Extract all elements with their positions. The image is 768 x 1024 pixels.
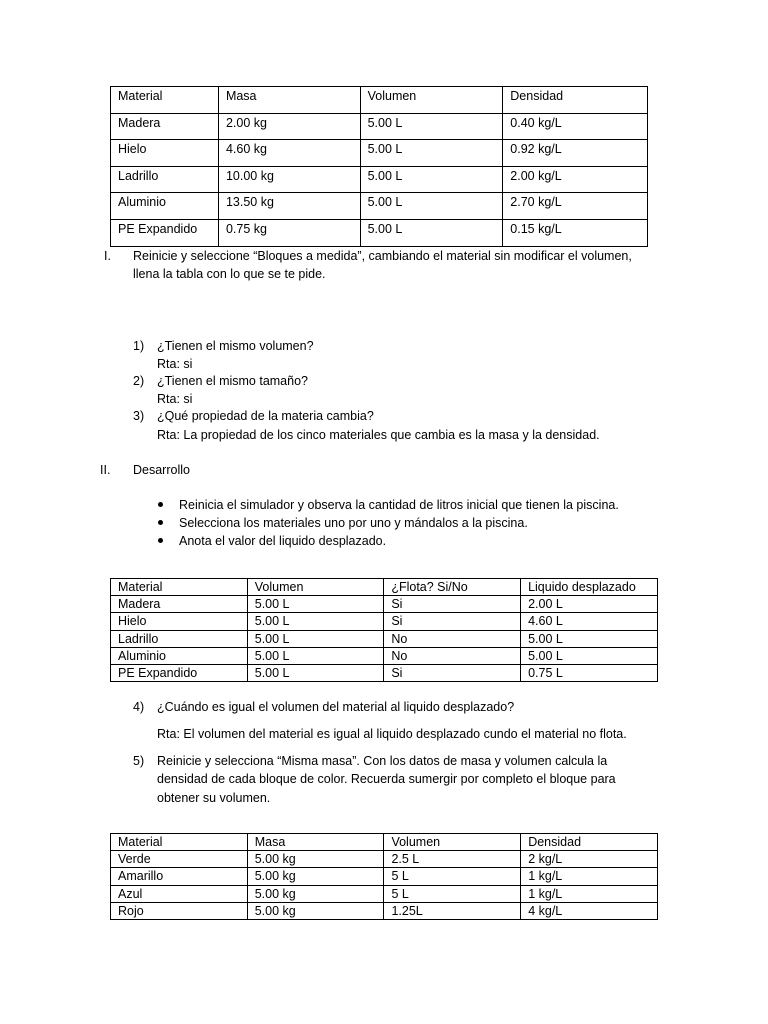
section-instruction-line: Reinicie y seleccione “Bloques a medida”, cambiando el material sin modificar el volumen, xyxy=(133,249,632,263)
table-cell: 5.00 L xyxy=(360,193,503,220)
table-cell: 5.00 L xyxy=(360,166,503,193)
table-cell: 5.00 L xyxy=(360,140,503,167)
table-cell: 5.00 L xyxy=(521,647,658,664)
table-row xyxy=(111,630,658,647)
table-row xyxy=(111,902,658,919)
table-cell: PE Expandido xyxy=(111,219,219,246)
table-cell: Rojo xyxy=(111,902,248,919)
table-liquido-desplazado xyxy=(110,578,658,682)
table-misma-masa xyxy=(110,833,658,920)
question-number: 3) xyxy=(133,409,145,423)
table-cell: 0.75 L xyxy=(521,664,658,681)
header-cell: Densidad xyxy=(503,87,648,114)
answer-text: Rta: si xyxy=(157,392,193,406)
table-cell: Madera xyxy=(111,113,219,140)
table-cell: 5.00 L xyxy=(247,664,384,681)
table-cell: Si xyxy=(384,613,521,630)
table-row xyxy=(111,885,658,902)
question-text: ¿Tienen el mismo tamaño? xyxy=(157,374,308,388)
question-text: ¿Qué propiedad de la materia cambia? xyxy=(157,409,374,423)
table-row xyxy=(111,166,648,193)
header-cell: Liquido desplazado xyxy=(521,579,658,596)
table-cell: 5.00 L xyxy=(521,630,658,647)
header-cell: Volumen xyxy=(247,579,384,596)
table-row xyxy=(111,219,648,246)
bullet-item: Selecciona los materiales uno por uno y mándalos a la piscina. xyxy=(179,516,528,530)
question-text: Reinicie y selecciona “Misma masa”. Con los datos de masa y volumen calcula la xyxy=(157,754,608,768)
table-cell: Verde xyxy=(111,851,248,868)
table-cell: 10.00 kg xyxy=(218,166,360,193)
table-cell: 2.70 kg/L xyxy=(503,193,648,220)
table-row xyxy=(111,613,658,630)
answer-text: Rta: si xyxy=(157,357,193,371)
table-cell: 2.00 L xyxy=(521,596,658,613)
table-cell: 5.00 L xyxy=(247,613,384,630)
table-cell: Azul xyxy=(111,885,248,902)
table-cell: 1.25L xyxy=(384,902,521,919)
table-cell: 13.50 kg xyxy=(218,193,360,220)
table-row xyxy=(111,851,658,868)
bullet-item: Reinicia el simulador y observa la cantidad de litros inicial que tienen la piscina. xyxy=(179,498,619,512)
table-cell: Ladrillo xyxy=(111,630,248,647)
answer-text: Rta: La propiedad de los cinco materiales que cambia es la masa y la densidad. xyxy=(157,428,600,442)
table-cell: 2.5 L xyxy=(384,851,521,868)
table-row xyxy=(111,596,658,613)
table-cell: 1 kg/L xyxy=(521,885,658,902)
header-cell: ¿Flota? Si/No xyxy=(384,579,521,596)
question-number: 1) xyxy=(133,339,145,353)
bullet-icon xyxy=(158,538,163,543)
table-cell: 0.75 kg xyxy=(218,219,360,246)
table-cell: 5.00 L xyxy=(360,113,503,140)
section-numeral: II. xyxy=(100,463,111,477)
question-number: 4) xyxy=(133,700,145,714)
table-cell: 0.92 kg/L xyxy=(503,140,648,167)
table-cell: 5.00 L xyxy=(247,647,384,664)
question-text: ¿Cuándo es igual el volumen del material al liquido desplazado? xyxy=(157,700,515,714)
table-cell: No xyxy=(384,630,521,647)
section-numeral: I. xyxy=(104,249,111,263)
answer-text: Rta: El volumen del material es igual al liquido desplazado cundo el material no flota. xyxy=(157,727,627,741)
table-cell: PE Expandido xyxy=(111,664,248,681)
bullet-icon xyxy=(158,502,163,507)
table-bloques-a-medida xyxy=(110,86,648,247)
table-cell: Si xyxy=(384,596,521,613)
table-row xyxy=(111,647,658,664)
table-row xyxy=(111,193,648,220)
table-header-row xyxy=(111,834,658,851)
bullet-item: Anota el valor del liquido desplazado. xyxy=(179,534,387,548)
table-cell: 5 L xyxy=(384,885,521,902)
header-cell: Volumen xyxy=(360,87,503,114)
section-title: Desarrollo xyxy=(133,463,190,477)
header-cell: Material xyxy=(111,579,248,596)
table-row xyxy=(111,140,648,167)
table-cell: 5.00 kg xyxy=(247,851,384,868)
header-cell: Material xyxy=(111,87,219,114)
table-cell: 5.00 L xyxy=(247,630,384,647)
table-row xyxy=(111,664,658,681)
question-text: ¿Tienen el mismo volumen? xyxy=(157,339,314,353)
table-header-row xyxy=(111,579,658,596)
header-cell: Masa xyxy=(218,87,360,114)
section-instruction-line: llena la tabla con lo que se te pide. xyxy=(133,267,326,281)
table-cell: 4.60 kg xyxy=(218,140,360,167)
table-cell: 4 kg/L xyxy=(521,902,658,919)
table-cell: Aluminio xyxy=(111,647,248,664)
table-cell: Hielo xyxy=(111,140,219,167)
header-cell: Material xyxy=(111,834,248,851)
header-cell: Densidad xyxy=(521,834,658,851)
table-cell: 5.00 kg xyxy=(247,885,384,902)
table-cell: 5.00 L xyxy=(247,596,384,613)
table-cell: 5.00 kg xyxy=(247,902,384,919)
table-cell: 5.00 kg xyxy=(247,868,384,885)
table-cell: 5.00 L xyxy=(360,219,503,246)
table-row xyxy=(111,868,658,885)
bullet-icon xyxy=(158,520,163,525)
table-cell: 1 kg/L xyxy=(521,868,658,885)
question-text: obtener su volumen. xyxy=(157,791,271,805)
question-number: 2) xyxy=(133,374,145,388)
header-cell: Volumen xyxy=(384,834,521,851)
table-cell: No xyxy=(384,647,521,664)
question-text: densidad de cada bloque de color. Recuerda sumergir por completo el bloque para xyxy=(157,772,616,786)
table-header-row xyxy=(111,87,648,114)
table-row xyxy=(111,113,648,140)
table-cell: Madera xyxy=(111,596,248,613)
table-cell: 0.15 kg/L xyxy=(503,219,648,246)
table-cell: Ladrillo xyxy=(111,166,219,193)
table-cell: 2.00 kg xyxy=(218,113,360,140)
question-number: 5) xyxy=(133,754,145,768)
table-cell: Amarillo xyxy=(111,868,248,885)
table-cell: 5 L xyxy=(384,868,521,885)
table-cell: 4.60 L xyxy=(521,613,658,630)
table-cell: 2 kg/L xyxy=(521,851,658,868)
table-cell: 0.40 kg/L xyxy=(503,113,648,140)
table-cell: 2.00 kg/L xyxy=(503,166,648,193)
table-cell: Si xyxy=(384,664,521,681)
header-cell: Masa xyxy=(247,834,384,851)
table-cell: Aluminio xyxy=(111,193,219,220)
table-cell: Hielo xyxy=(111,613,248,630)
